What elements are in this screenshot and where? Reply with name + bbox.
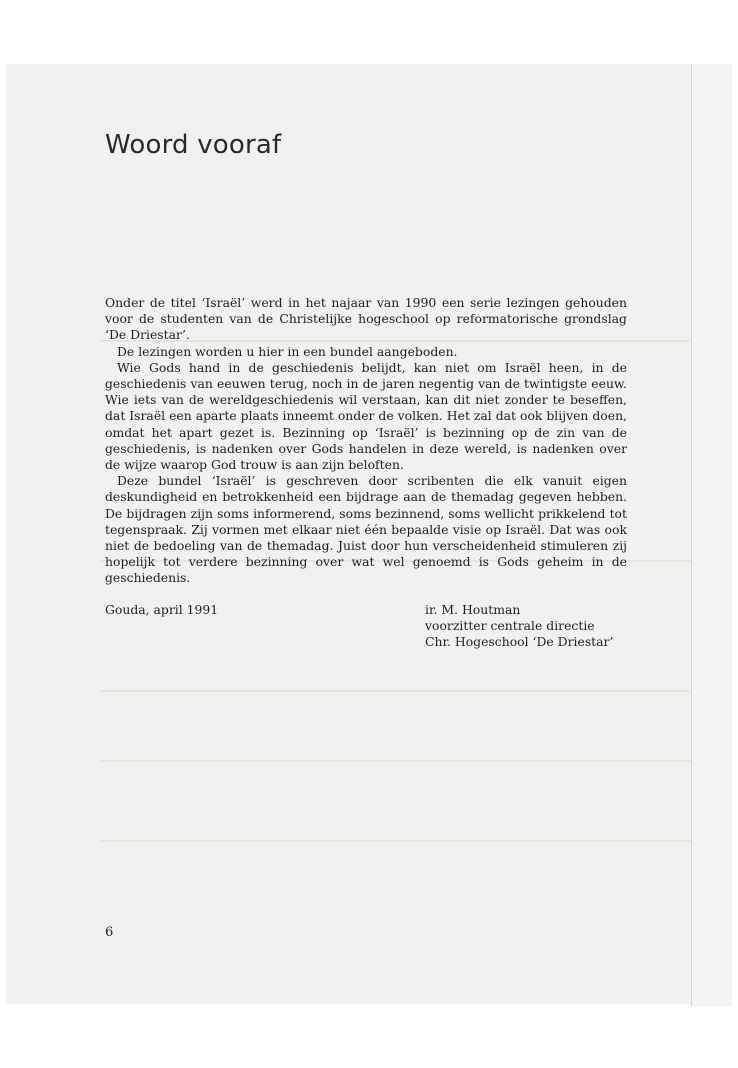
signature-block <box>425 602 613 651</box>
place-date: Gouda, april 1991 <box>105 602 219 617</box>
page-title: Woord vooraf <box>105 130 282 160</box>
paragraph: Onder de titel ‘Israël’ werd in het najaar van 1990 een serie lezingen gehouden voor de studenten van de Christelijke hogeschool op reformatorische grondslag ‘De Driestar’. <box>105 295 627 343</box>
show-through-line <box>100 840 690 842</box>
paragraph: Deze bundel ‘Israël’ is geschreven door scribenten die elk vanuit eigen deskundigheid en betrokkenheid een bijdrage aan de themadag gegeven hebben. De bijdragen zijn soms informerend, soms bezinnend, soms wellicht prikkelend tot tegenspraak. Zij vormen met elkaar niet één bepaalde visie op Israël. Dat was ook niet de bedoeling van de themadag. Juist door hun verscheidenheid stimuleren zij hopelijk tot verdere bezinning over wat wel genoemd is Gods geheim in de geschiedenis. <box>105 473 627 586</box>
show-through-line <box>100 690 690 692</box>
signature-institution: Chr. Hogeschool ‘De Driestar’ <box>425 634 614 650</box>
paragraph: De lezingen worden u hier in een bundel aangeboden. <box>117 343 458 359</box>
signature-role: voorzitter centrale directie <box>425 618 595 634</box>
show-through-line <box>100 760 690 762</box>
body-text <box>105 295 627 587</box>
page-number: 6 <box>105 925 114 940</box>
paragraph: Wie Gods hand in de geschiedenis belijdt, kan niet om Israël heen, in de geschiedenis van eeuwen terug, noch in de jaren negentig van de twintigste eeuw. Wie iets van de wereldgeschiedenis wil verstaan, kan dit niet zonder te beseffen, dat Israël een aparte plaats inneemt onder de volken. Het zal dat ook blijven doen, omdat het apart gezet is. Bezinning op ‘Israël’ is bezinning op de zin van de geschiedenis, is nadenken over Gods handelen in deze wereld, is nadenken over de wijze waarop God trouw is aan zijn beloften. <box>105 359 627 473</box>
next-page-edge <box>692 64 732 1006</box>
signature-name: ir. M. Houtman <box>425 602 521 617</box>
